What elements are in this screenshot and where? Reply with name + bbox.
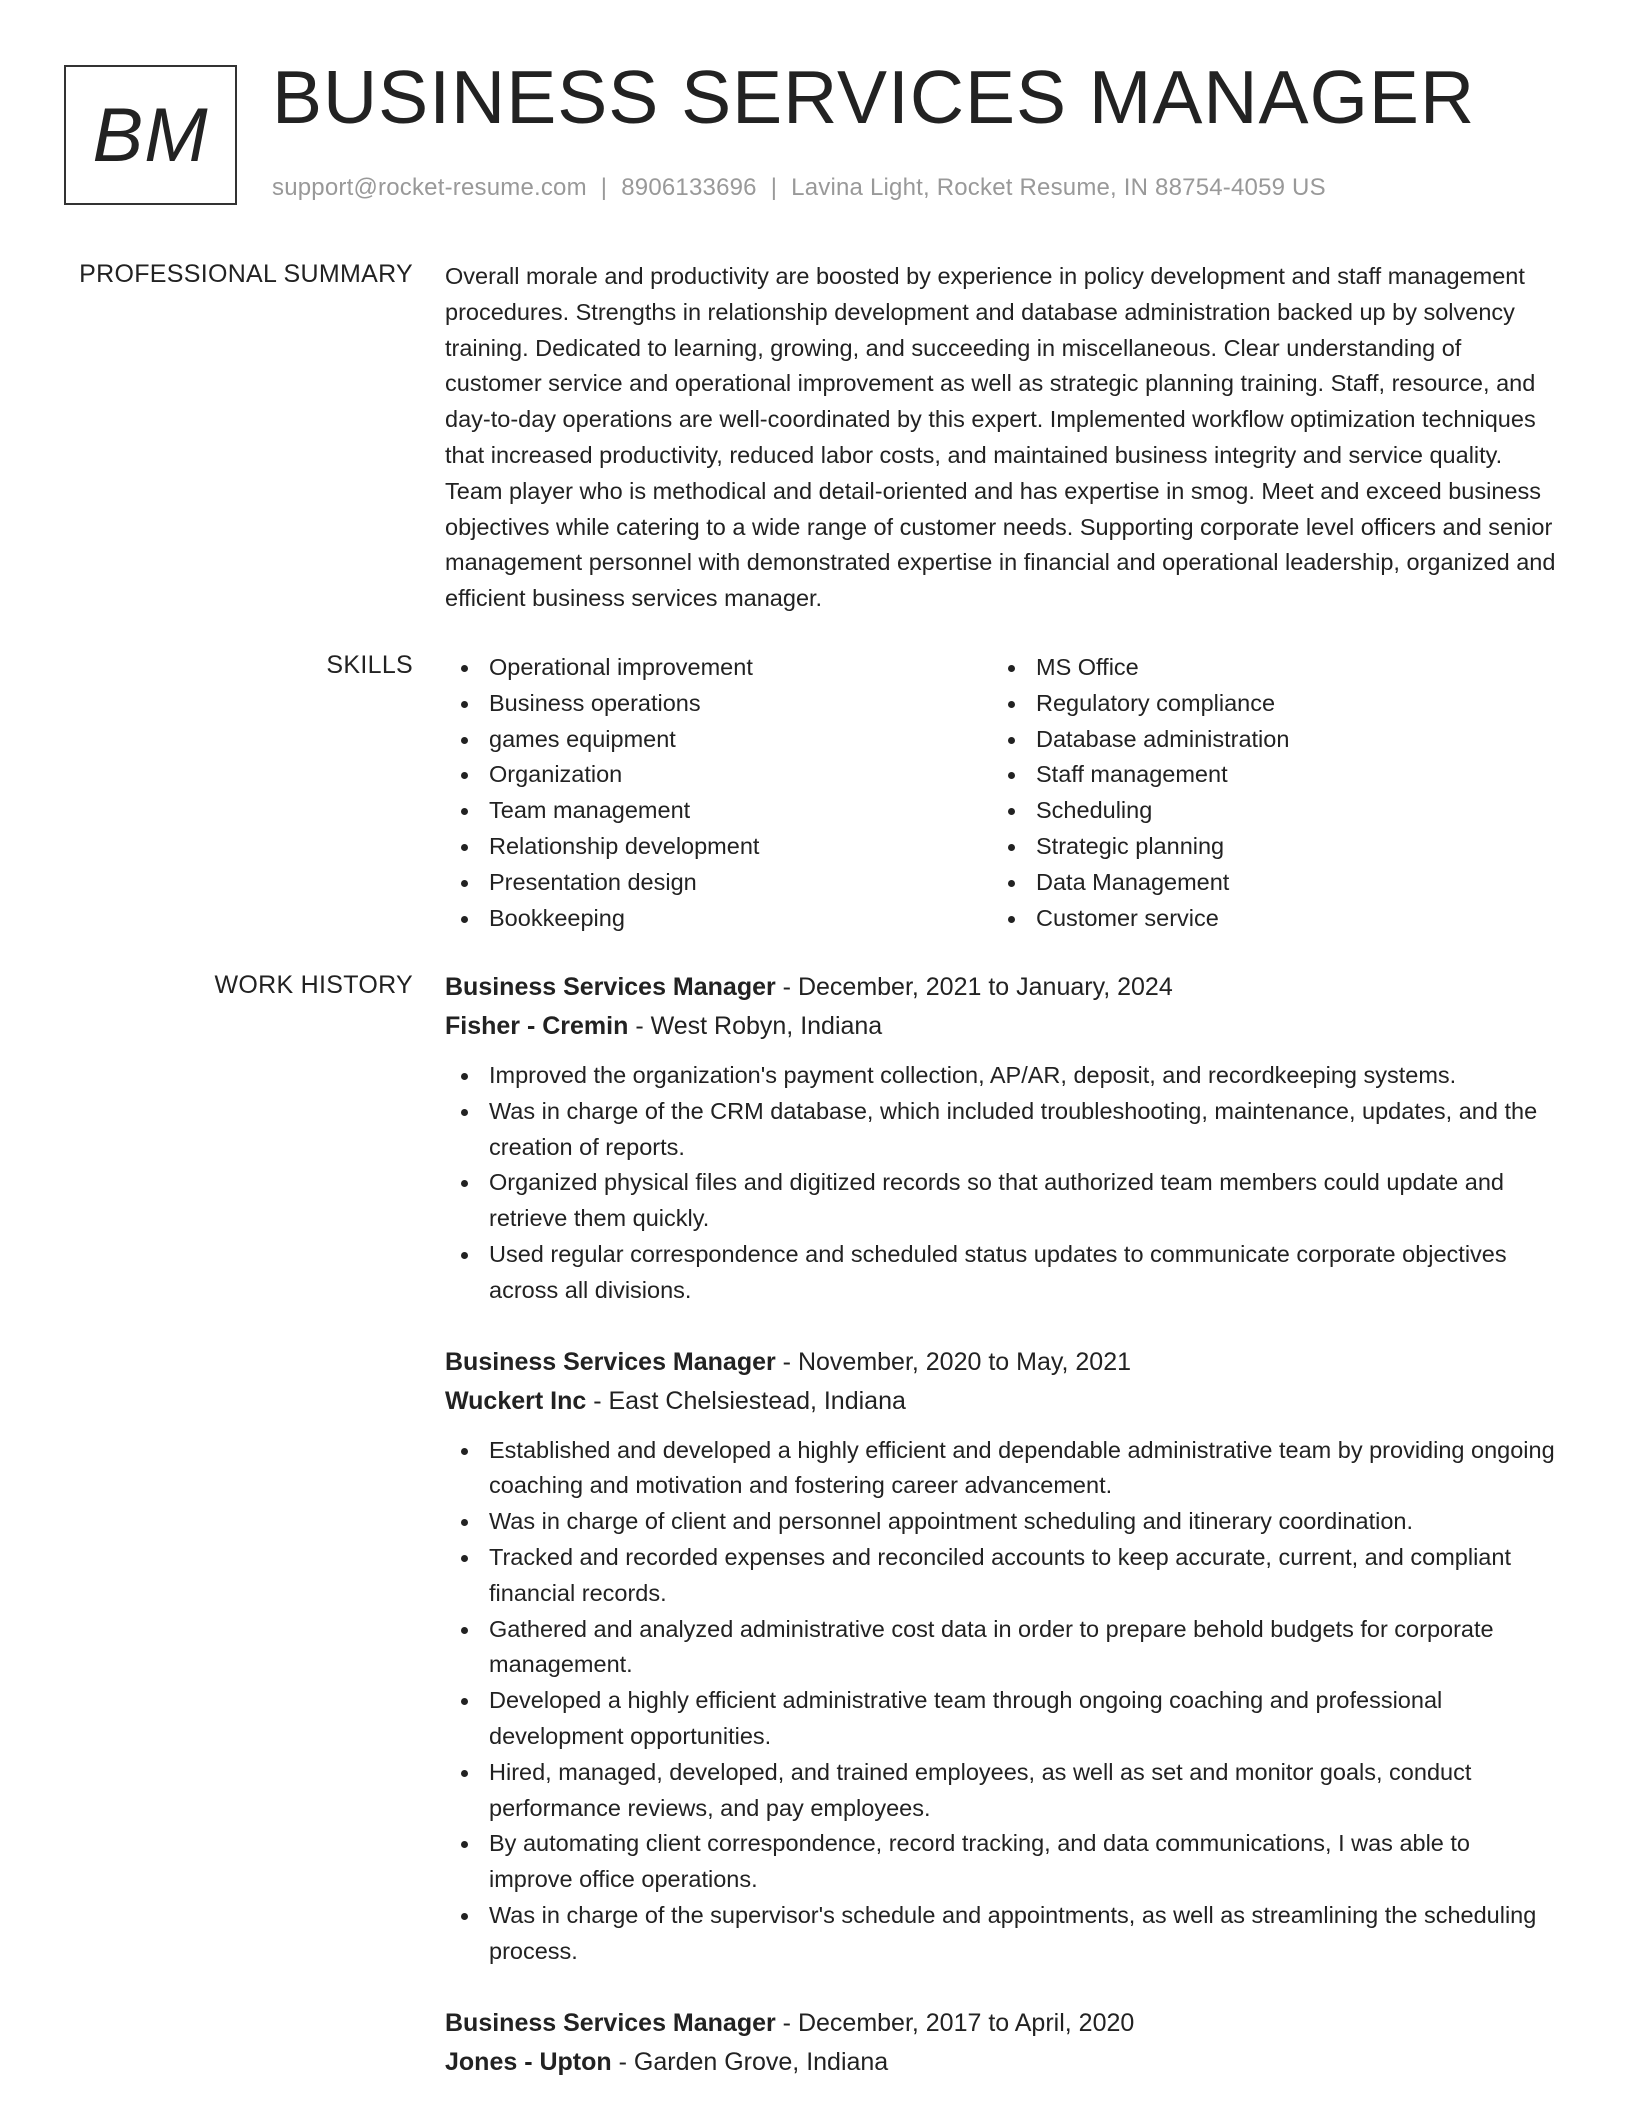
skill-item: Operational improvement [445, 650, 992, 686]
job-bullet: Developed a highly efficient administrative team through ongoing coaching and professional development opportunities. [445, 1683, 1560, 1755]
skill-item: Strategic planning [992, 829, 1539, 865]
job-bullet: Established and developed a highly efficient and dependable administrative team by providing ongoing coaching and motivation and fostering career advancement. [445, 1433, 1560, 1505]
job-bullet: Used regular correspondence and scheduled status updates to communicate corporate objectives across all divisions. [445, 1237, 1560, 1309]
skill-item: Staff management [992, 757, 1539, 793]
job-bullet: Tracked and recorded expenses and reconciled accounts to keep accurate, current, and compliant financial records. [445, 1540, 1560, 1612]
skill-item: Relationship development [445, 829, 992, 865]
skill-item: games equipment [445, 722, 992, 758]
contact-email: support@rocket-resume.com [272, 174, 587, 201]
job-location: - Garden Grove, Indiana [611, 2047, 889, 2076]
contact-phone: 8906133696 [621, 174, 757, 201]
skills-columns [445, 650, 1560, 936]
job-title-line [445, 968, 1560, 1007]
resume-title: BUSINESS SERVICES MANAGER [272, 55, 1476, 139]
contact-separator: | [770, 174, 778, 201]
job-location: - East Chelsiestead, Indiana [586, 1386, 906, 1415]
job-company-line [445, 1382, 1560, 1421]
job-bullet: By automating client correspondence, record tracking, and data communications, I was able to improve office operations. [445, 1826, 1560, 1898]
job-company-line [445, 1007, 1560, 1046]
job-bullet-list [445, 1058, 1560, 1309]
summary-text: Overall morale and productivity are boosted by experience in policy development and staff management procedures. Strengths in relationship development and database administration backed up by solvency training. Dedicated to learning, growing, and succeeding in miscellaneous. Clear understanding of customer service and operational improvement as well as strategic planning training. Staff, resource, and day-to-day operations are well-coordinated by this expert. Implemented workflow optimization techniques that increased productivity, reduced labor costs, and maintained business integrity and service quality. Team player who is methodical and detail-oriented and has expertise in smog. Meet and exceed business objectives while catering to a wide range of customer needs. Supporting corporate level officers and senior management personnel with demonstrated expertise in financial and operational leadership, organized and efficient business services manager. [445, 263, 1556, 612]
skill-item: Business operations [445, 686, 992, 722]
work-history-heading: WORK HISTORY [214, 971, 413, 999]
monogram-box [64, 65, 237, 205]
job-title-line [445, 2004, 1560, 2043]
job-bullet: Organized physical files and digitized records so that authorized team members could update and retrieve them quickly. [445, 1165, 1560, 1237]
job-dates: - December, 2017 to April, 2020 [775, 2008, 1135, 2037]
skill-item: Data Management [992, 865, 1539, 901]
job-bullet: Was in charge of client and personnel appointment scheduling and itinerary coordination. [445, 1504, 1560, 1540]
job-title-line [445, 1343, 1560, 1382]
skill-item: Presentation design [445, 865, 992, 901]
job-entry [445, 968, 1560, 1309]
job-location: - West Robyn, Indiana [628, 1012, 883, 1040]
skill-item: Scheduling [992, 793, 1539, 829]
job-bullet: Improved the organization's payment collection, AP/AR, deposit, and recordkeeping systems. [445, 1058, 1560, 1094]
job-bullet: Gathered and analyzed administrative cost data in order to prepare behold budgets for corporate management. [445, 1612, 1560, 1684]
job-bullet: Was in charge of the CRM database, which included troubleshooting, maintenance, updates, and the creation of reports. [445, 1094, 1560, 1166]
skills-heading: SKILLS [326, 651, 413, 679]
skill-item: Regulatory compliance [992, 686, 1539, 722]
contact-address: Lavina Light, Rocket Resume, IN 88754-4059 US [791, 174, 1326, 201]
skill-item: Customer service [992, 901, 1539, 937]
work-history-body [445, 968, 1560, 2116]
summary-heading: PROFESSIONAL SUMMARY [79, 260, 413, 288]
monogram-initials: BM [92, 92, 209, 178]
contact-separator: | [600, 174, 608, 201]
job-dates: - November, 2020 to May, 2021 [775, 1347, 1132, 1376]
job-company: Fisher - Cremin [445, 1012, 629, 1040]
job-company: Jones - Upton [445, 2047, 612, 2076]
job-entry [445, 2004, 1560, 2082]
summary-body [445, 259, 1560, 617]
job-dates: - December, 2021 to January, 2024 [775, 973, 1173, 1001]
skills-body [445, 650, 1560, 936]
skill-item: Database administration [992, 722, 1539, 758]
skills-list-right [992, 650, 1539, 936]
skill-item: MS Office [992, 650, 1539, 686]
skills-list-left [445, 650, 992, 936]
job-title: Business Services Manager [445, 973, 776, 1001]
job-bullet: Hired, managed, developed, and trained employees, as well as set and monitor goals, conduct performance reviews, and pay employees. [445, 1755, 1560, 1827]
job-company-line [445, 2043, 1560, 2082]
job-bullet: Was in charge of the supervisor's schedule and appointments, as well as streamlining the scheduling process. [445, 1898, 1560, 1970]
skill-item: Team management [445, 793, 992, 829]
job-bullet-list [445, 1433, 1560, 1970]
skill-item: Bookkeeping [445, 901, 992, 937]
skill-item: Organization [445, 757, 992, 793]
contact-line [272, 174, 1326, 202]
job-title: Business Services Manager [445, 1347, 776, 1376]
job-entry [445, 1343, 1560, 1970]
job-title: Business Services Manager [445, 2008, 776, 2037]
job-company: Wuckert Inc [445, 1386, 587, 1415]
